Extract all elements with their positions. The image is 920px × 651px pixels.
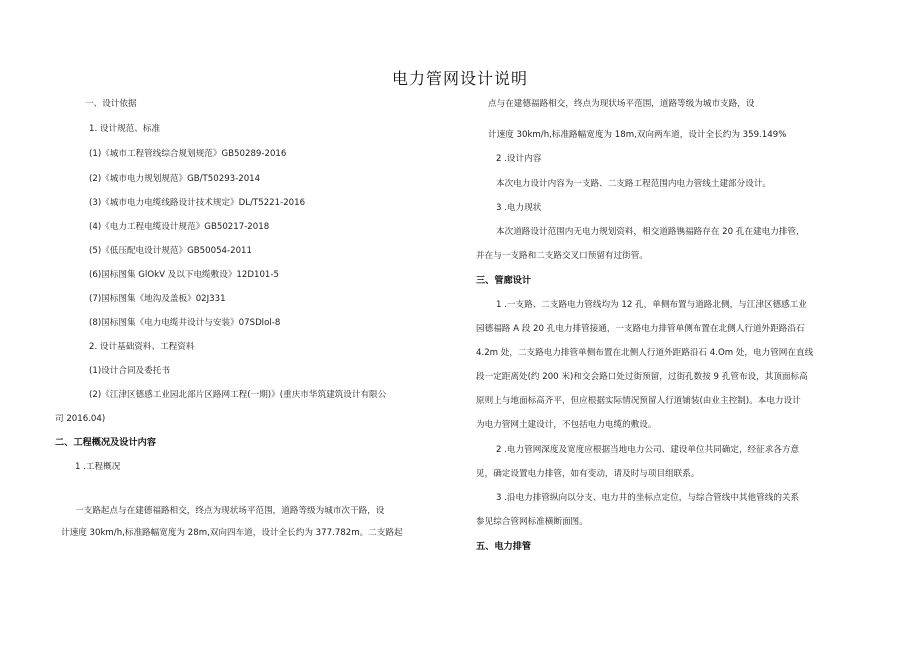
paragraph-1-line: 1 .一支路、二支路电力管线均为 12 孔，单侧布置与道路北侧，与江津区德感工业 bbox=[496, 300, 807, 310]
basis-item: (2)《江津区德感工业园北部片区路网工程(一期)》(重庆市华筑建筑设计有限公 bbox=[89, 390, 387, 400]
paragraph-1-line: 4.2m 处，二支路电力排管单侧布置在北侧人行道外距路沿石 4.Om 处，电力管网在直线 bbox=[476, 348, 814, 358]
subsection-1-2: 2. 设计基础资料、工程资料 bbox=[89, 342, 195, 352]
status-line: 本次道路设计范围内无电力规划资料，相交道路镌福路存在 20 孔在建电力排管, bbox=[496, 227, 799, 237]
subsection-2-2: 2 .设计内容 bbox=[496, 154, 542, 164]
basis-item-continued: 司 2016.04) bbox=[55, 414, 106, 424]
section-2-heading: 二、工程概况及设计内容 bbox=[55, 437, 157, 448]
reference-item: (3)《城市电力电缆线路设计技术规定》DL/T5221-2016 bbox=[89, 198, 306, 208]
reference-item: (8)国标图集《电力电缆井设计与安装》07SDlol-8 bbox=[89, 318, 281, 328]
paragraph-2-line: 2 .电力管网深度及宽度应根据当地电力公司、建设单位共同确定，经征求各方意 bbox=[496, 445, 800, 455]
section-5-heading: 五、电力排管 bbox=[476, 541, 532, 552]
overview-line: 计速度 30km/h,标准路幅宽度为 28m,双向四车道，设计全长约为 377.782m。二支路起 bbox=[61, 528, 403, 538]
paragraph-1-line: 园德福路 A 段 20 孔电力排管接通，一支路电力排管单侧布置在北侧人行道外距路沿石 bbox=[476, 324, 805, 334]
reference-item: (1)《城市工程管线综合规划规范》GB50289-2016 bbox=[89, 149, 287, 159]
reference-item: (4)《电力工程电缆设计规范》GB50217-2018 bbox=[89, 222, 270, 232]
paragraph-1-line: 原则上与地面标高齐平，但应根据实际情况预留人行道铺装(由业主控制)。本电力设计 bbox=[476, 396, 801, 406]
overview-continued-line: 点与在建德福路相交，终点为现状场平范围，道路等级为城市支路，设 bbox=[488, 99, 755, 109]
paragraph-1-line: 段一定距离处(约 200 米)和交会路口处过街预留，过街孔数按 9 孔管布设，其顶面标高 bbox=[476, 372, 808, 382]
reference-item: (2)《城市电力规划规范》GB/T50293-2014 bbox=[89, 174, 261, 184]
subsection-2-1: 1 .工程概况 bbox=[75, 462, 121, 472]
paragraph-3-line: 3 .沿电力排管纵向以分支、电力井的坐标点定位，与综合管线中其他管线的关系 bbox=[496, 493, 800, 503]
paragraph-2-line: 见，确定设置电力排管，如有变动，请及时与项目组联系。 bbox=[476, 469, 700, 479]
section-1-heading: 一、设计依据 bbox=[85, 99, 137, 109]
reference-item: (5)《低压配电设计规范》GB50054-2011 bbox=[89, 246, 252, 256]
overview-line: 一支路起点与在建德福路相交，终点为现状场平范围，道路等级为城市次干路，设 bbox=[75, 506, 385, 516]
subsection-2-3: 3 .电力现状 bbox=[496, 203, 542, 213]
document-title: 电力管网设计说明 bbox=[391, 69, 528, 88]
design-content-text: 本次电力设计内容为一支路、二支路工程范围内电力管线土建部分设计。 bbox=[496, 179, 772, 189]
paragraph-3-line: 参见综合管网标准横断面图。 bbox=[476, 517, 588, 527]
reference-item: (7)国标图集《地沟及盖板》02J331 bbox=[89, 294, 226, 304]
status-line: 并在与一支路和二支路交叉口预留有过街管。 bbox=[476, 251, 648, 261]
basis-item: (1)设计合同及委托书 bbox=[89, 366, 170, 376]
overview-continued-line: 计速度 30km/h,标准路幅宽度为 18m,双向两车道，设计全长约为 359.149% bbox=[488, 130, 787, 140]
reference-item: (6)国标图集 GlOkV 及以下电缆敷设》12D101-5 bbox=[89, 270, 279, 280]
subsection-1-1: 1. 设计规范、标准 bbox=[89, 124, 161, 134]
paragraph-1-line: 为电力管网土建设计，不包括电力电缆的敷设。 bbox=[476, 420, 657, 430]
section-3-heading: 三、管廊设计 bbox=[476, 275, 532, 286]
